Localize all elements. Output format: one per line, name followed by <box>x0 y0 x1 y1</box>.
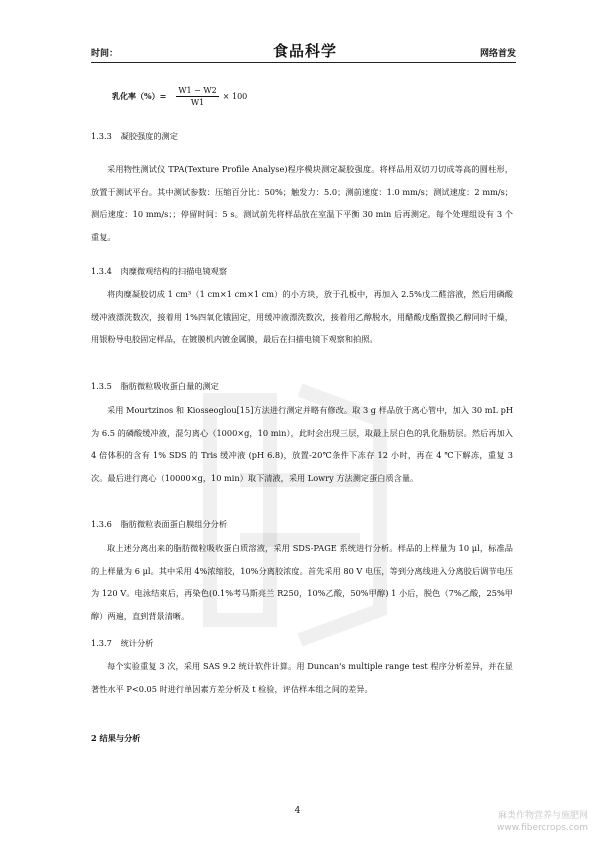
formula-denominator: W1 <box>190 97 205 107</box>
formula-lhs: 乳化率（%）= <box>112 90 167 101</box>
formula-tail: × 100 <box>222 91 248 101</box>
section-paragraph: 采用物性测试仪 TPA(Texture Profile Analyse)程序模块测定凝胶强度。将样品用双切刀切成等高的圆柱形，放置于测试平台。其中测试参数：压缩百分比：50%；触发力：5.0；测前速度：1.0 mm/s；测试速度：2 mm/s；测后速度：10 mm/s；；停留时间：5 s。测试前先将样品放在室温下平衡 30 min 后再测定。每个处理组设有 3 个重复。 <box>91 164 513 242</box>
section-title: 凝胶强度的测定 <box>120 131 178 141</box>
section-heading-1-3-4 <box>91 266 227 277</box>
section-number: 1.3.5 <box>91 381 112 391</box>
section-heading-2: 2 结果与分析 <box>91 733 141 743</box>
section-paragraph: 每个实验重复 3 次，采用 SAS 9.2 统计软件计算。用 Duncan's multiple range test 程序分析差异，并在显著性水平 P<0.05 时进行单因素方差分析及 t 检验，评估样本组之间的差异。 <box>91 661 513 694</box>
section-number: 1.3.4 <box>91 266 112 276</box>
formula-numerator: W1 − W2 <box>178 85 217 95</box>
section-number: 1.3.6 <box>91 519 112 529</box>
header-publication-status: 网络首发 <box>479 49 516 59</box>
watermark-name: 麻类作物营养与施肥网 <box>497 811 588 821</box>
site-watermark <box>468 810 588 834</box>
watermark-url: www.fibercrops.com <box>497 823 588 833</box>
section-paragraph: 采用 Mourtzinos 和 Kiosseoglou[15]方法进行测定并略有修改。取 3 g 样品放于离心管中，加入 30 mL pH 为 6.5 的磷酸缓冲液，混匀离心（1000×g，10 min），此时会出现三层，取最上层白色的乳化脂肪层。然后再加入 4 倍体积的含有 1% SDS 的 Tris 缓冲液 (pH 6.8)，放置-20℃条件下冻存 12 小时，再在 4 ℃下解冻，重复 3 次。最后进行离心（10000×g，10 min）取下清液，采用 Lowry 方法测定蛋白质含量。 <box>91 405 513 483</box>
emulsification-formula <box>112 82 247 110</box>
section-heading-1-3-7 <box>91 638 153 649</box>
section-title: 脂肪微粒表面蛋白膜组分分析 <box>120 519 228 529</box>
section-heading-1-3-3 <box>91 131 178 142</box>
section-title: 统计分析 <box>120 638 154 648</box>
header-date-label: 时间： <box>91 49 119 59</box>
section-title: 脂肪微粒吸收蛋白量的测定 <box>120 381 219 391</box>
section-paragraph: 取上述分离出来的脂肪微粒吸收蛋白质溶液，采用 SDS-PAGE 系统进行分析。样品的上样量为 10 μl，标准品的上样量为 6 μl。其中采用 4%浓缩胶，10%分离胶浓度。首先采用 80 V 电压，等到分离线进入分离胶后调节电压为 120 V。电泳结束后，再染色(0.1%考马斯亮兰 R250，10%乙酸，50%甲醇) 1 小后，脱色（7%乙酸，25%甲醇）两遍，直到背景清晰。 <box>91 543 513 621</box>
section-number: 1.3.7 <box>91 638 112 648</box>
journal-logo: 食品科学 <box>273 42 338 60</box>
watermark-stamp <box>180 360 420 660</box>
page-number: 4 <box>294 806 301 816</box>
section-title: 肉糜微观结构的扫描电镜观察 <box>120 266 228 276</box>
section-paragraph: 将肉糜凝胶切成 1 cm³（1 cm×1 cm×1 cm）的小方块，放于孔板中，再加入 2.5%戊二醛溶液，然后用磷酸缓冲液漂洗数次，接着用 1%四氧化锇固定，用缓冲液漂洗数次，接着用乙醇脱水，用醋酸戊酯置换乙醇同时干燥，用银粉导电胶固定样品，在镀膜机内镀金属膜，最后在扫描电镜下观察和拍照。 <box>91 289 513 344</box>
section-number: 1.3.3 <box>91 131 112 141</box>
page-header <box>91 40 516 63</box>
formula-fraction <box>176 86 218 107</box>
